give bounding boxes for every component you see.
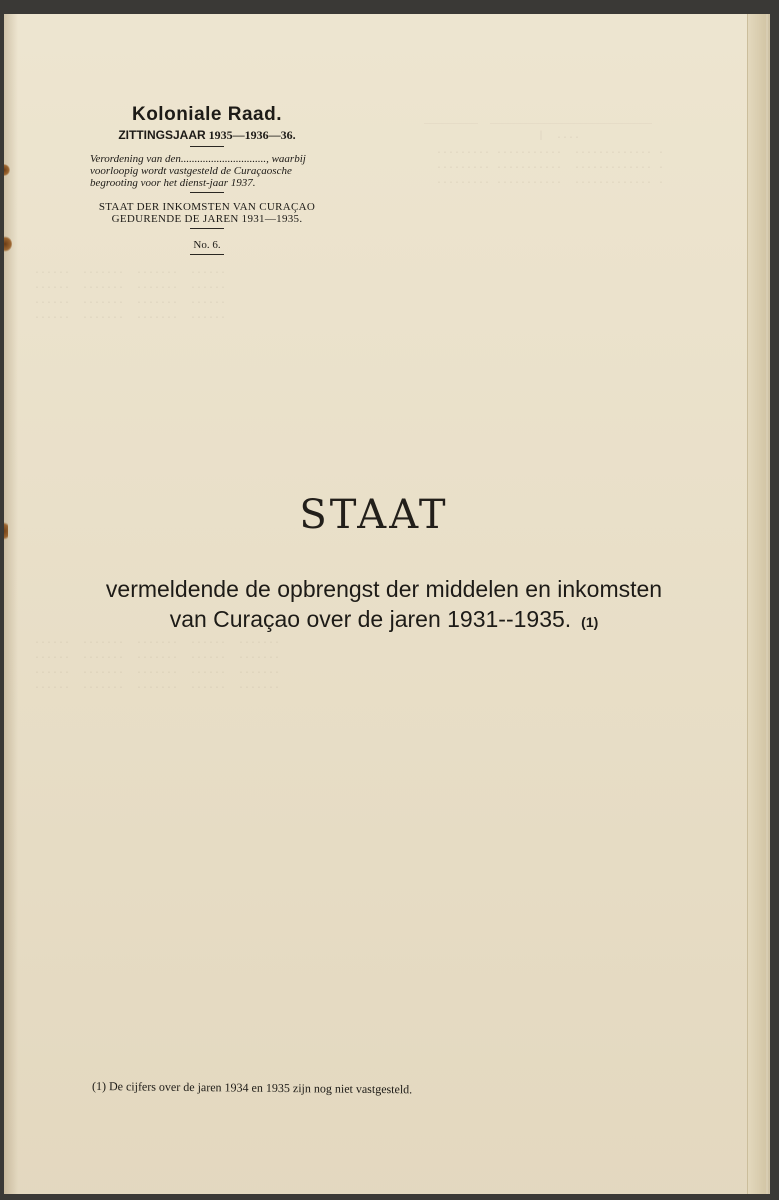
session-year xyxy=(82,128,332,143)
divider xyxy=(190,192,224,193)
divider xyxy=(190,254,224,255)
session-years: 1935—1936—36. xyxy=(205,128,296,142)
bleed-through-text: ...... ....... ....... ...... ....... ...... ....... ....... ...... ....... ...... ....... ....... ...... ....... ...... ....... ....... ...... ....... xyxy=(34,636,281,692)
statement-title-line1: STAAT DER INKOMSTEN VAN CURAÇAO xyxy=(98,201,316,213)
subtitle-line1: vermeldende de opbrengst der middelen en inkomsten xyxy=(105,576,663,602)
footnote-marker: (1) xyxy=(581,614,599,630)
document-page xyxy=(4,14,766,1194)
divider xyxy=(190,146,224,147)
bleed-through-text: _________ ___________________________ | .... ......... ........... ............. . ......... ........... ............. . ......... ........... ............. . xyxy=(424,116,665,187)
subtitle-line2 xyxy=(24,604,744,637)
main-title: STAAT xyxy=(299,492,449,538)
subtitle-line2-text: van Curaçao over de jaren 1931--1935. xyxy=(169,606,572,632)
footnote: (1) De cijfers over de jaren 1934 en 1935 zijn nog niet vastgesteld. xyxy=(91,1079,413,1097)
council-name: Koloniale Raad. xyxy=(131,104,283,125)
bleed-through-text: ...... ....... ....... ...... ...... ....... ....... ...... ...... ....... ....... ...... ...... ....... ....... ...... xyxy=(34,266,227,322)
page-edge xyxy=(747,14,766,1194)
document-number: No. 6. xyxy=(193,239,221,251)
statement-title xyxy=(82,201,332,225)
document-header xyxy=(82,94,332,258)
subtitle xyxy=(24,574,744,637)
statement-title-line2: GEDURENDE DE JAREN 1931—1935. xyxy=(111,213,303,225)
rust-stain xyxy=(4,236,12,252)
rust-stain xyxy=(4,164,10,176)
ordinance-text: Verordening van den..............................., waarbij voorloopig wordt vastgesteld de Curaçaosche begrooting voor het dienst-jaar 1937. xyxy=(90,153,306,189)
divider xyxy=(190,228,224,229)
session-label: ZITTINGSJAAR xyxy=(118,128,206,142)
